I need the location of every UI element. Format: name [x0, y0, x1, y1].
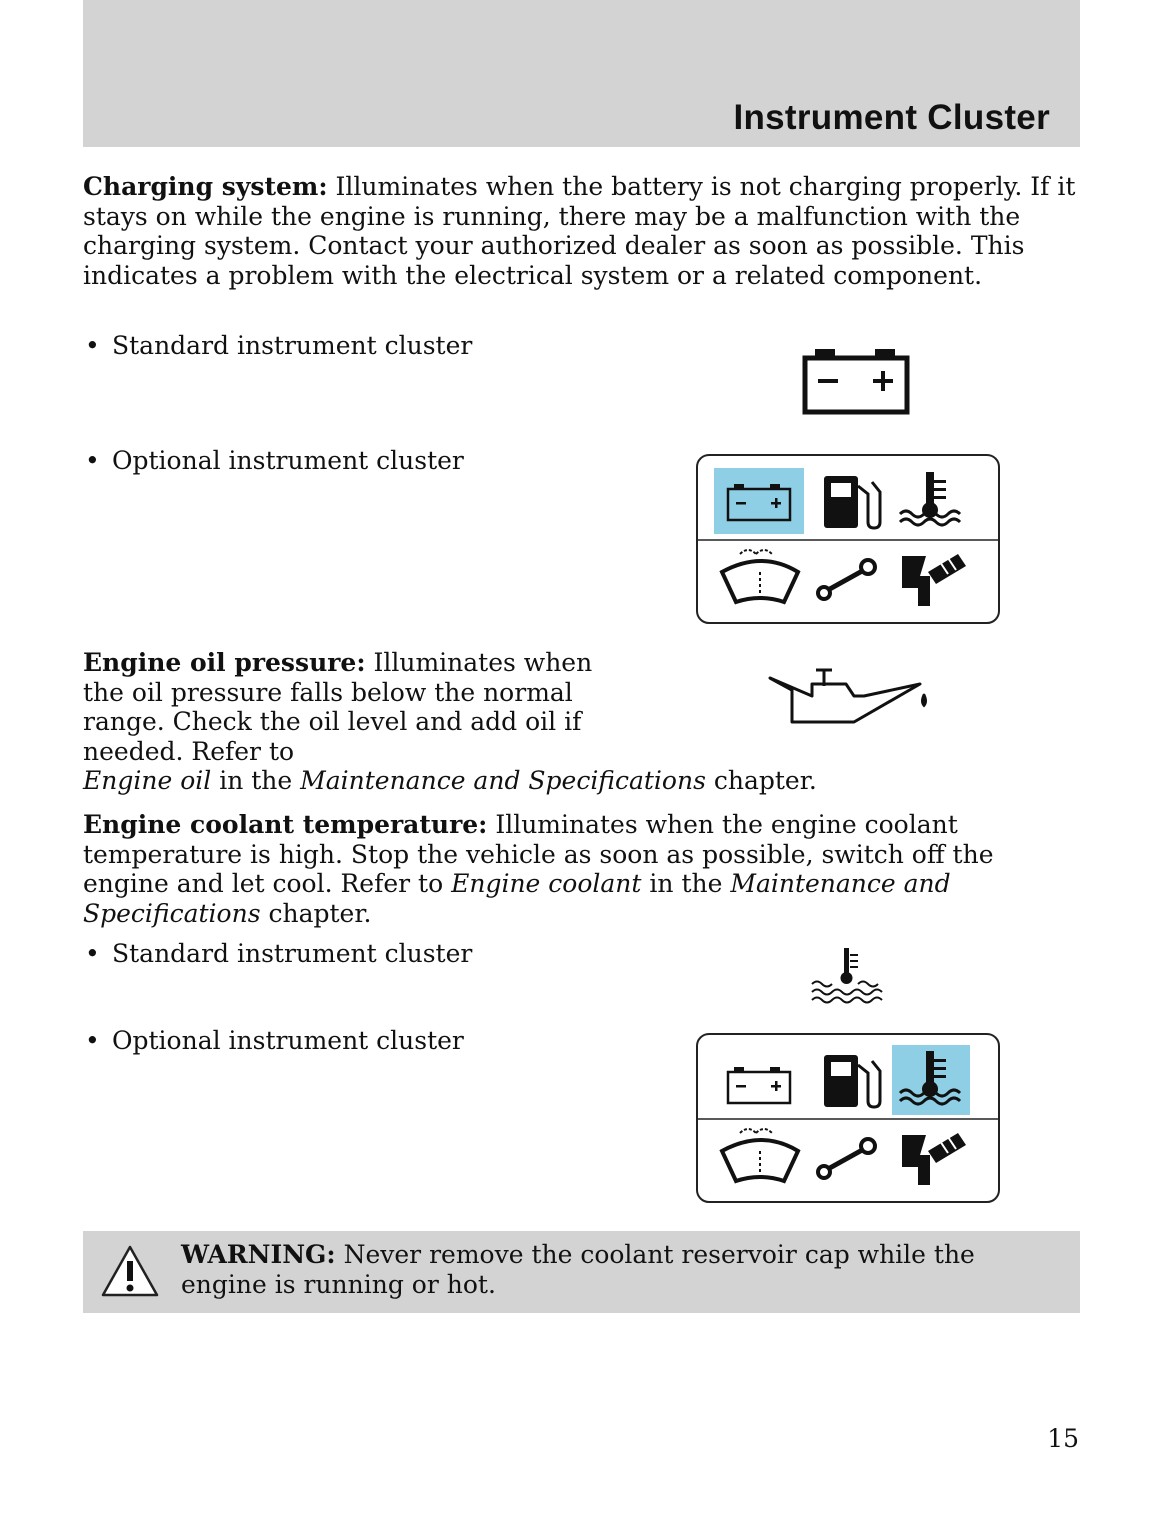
engine-coolant-reference: Engine coolant — [451, 869, 642, 898]
warning-text: WARNING: Never remove the coolant reservoir cap while the engine is running or hot. — [181, 1240, 975, 1299]
optional-cluster-panel-coolant — [696, 1033, 1000, 1203]
page-header — [83, 0, 1080, 147]
charging-system-label: Charging system: — [83, 172, 328, 201]
coolant-temperature-icon — [806, 944, 886, 1004]
page-number: 15 — [1047, 1424, 1079, 1453]
charging-system-paragraph — [83, 172, 1083, 290]
optional-cluster-panel-battery — [696, 454, 1000, 624]
engine-coolant-paragraph: Engine coolant temperature: Illuminates when the engine coolant temperature is high. Stop the vehicle as soon as possible, switch off the engine and let cool. Refer to Engine coolant in the Maintenance and Specifications chapter. — [83, 810, 994, 928]
engine-coolant-label: Engine coolant temperature: — [83, 810, 488, 839]
battery-icon — [800, 346, 912, 416]
maintenance-chapter-reference: Maintenance and Specifications — [300, 766, 706, 795]
engine-oil-paragraph-part1: Engine oil pressure: Illuminates when the oil pressure falls below the normal range. Check the oil level and add oil if needed. Refer to — [83, 648, 593, 766]
maintenance-chapter-reference-2: Maintenance and Specifications — [83, 869, 951, 928]
bullet-standard-cluster-2: • Standard instrument cluster — [85, 939, 473, 968]
warning-label: WARNING: — [181, 1240, 336, 1269]
bullet-optional-cluster-1: • Optional instrument cluster — [85, 446, 464, 475]
oil-can-icon — [766, 664, 946, 726]
page-title: Instrument Cluster — [733, 98, 1050, 137]
engine-oil-paragraph-part2: Engine oil in the Maintenance and Specifications chapter. — [83, 766, 817, 795]
charging-system-text: Illuminates when the battery is not charging properly. If it stays on while the engine is running, there may be a malfunction with the charging system. Contact your authorized dealer as soon as possible. This indicates a problem with the electrical system or a related component. — [83, 172, 1076, 290]
warning-box — [83, 1231, 1080, 1313]
warning-triangle-icon — [99, 1243, 161, 1299]
bullet-optional-cluster-2: • Optional instrument cluster — [85, 1026, 464, 1055]
engine-oil-label: Engine oil pressure: — [83, 648, 366, 677]
engine-oil-reference: Engine oil — [83, 766, 212, 795]
bullet-standard-cluster-1: • Standard instrument cluster — [85, 331, 473, 360]
